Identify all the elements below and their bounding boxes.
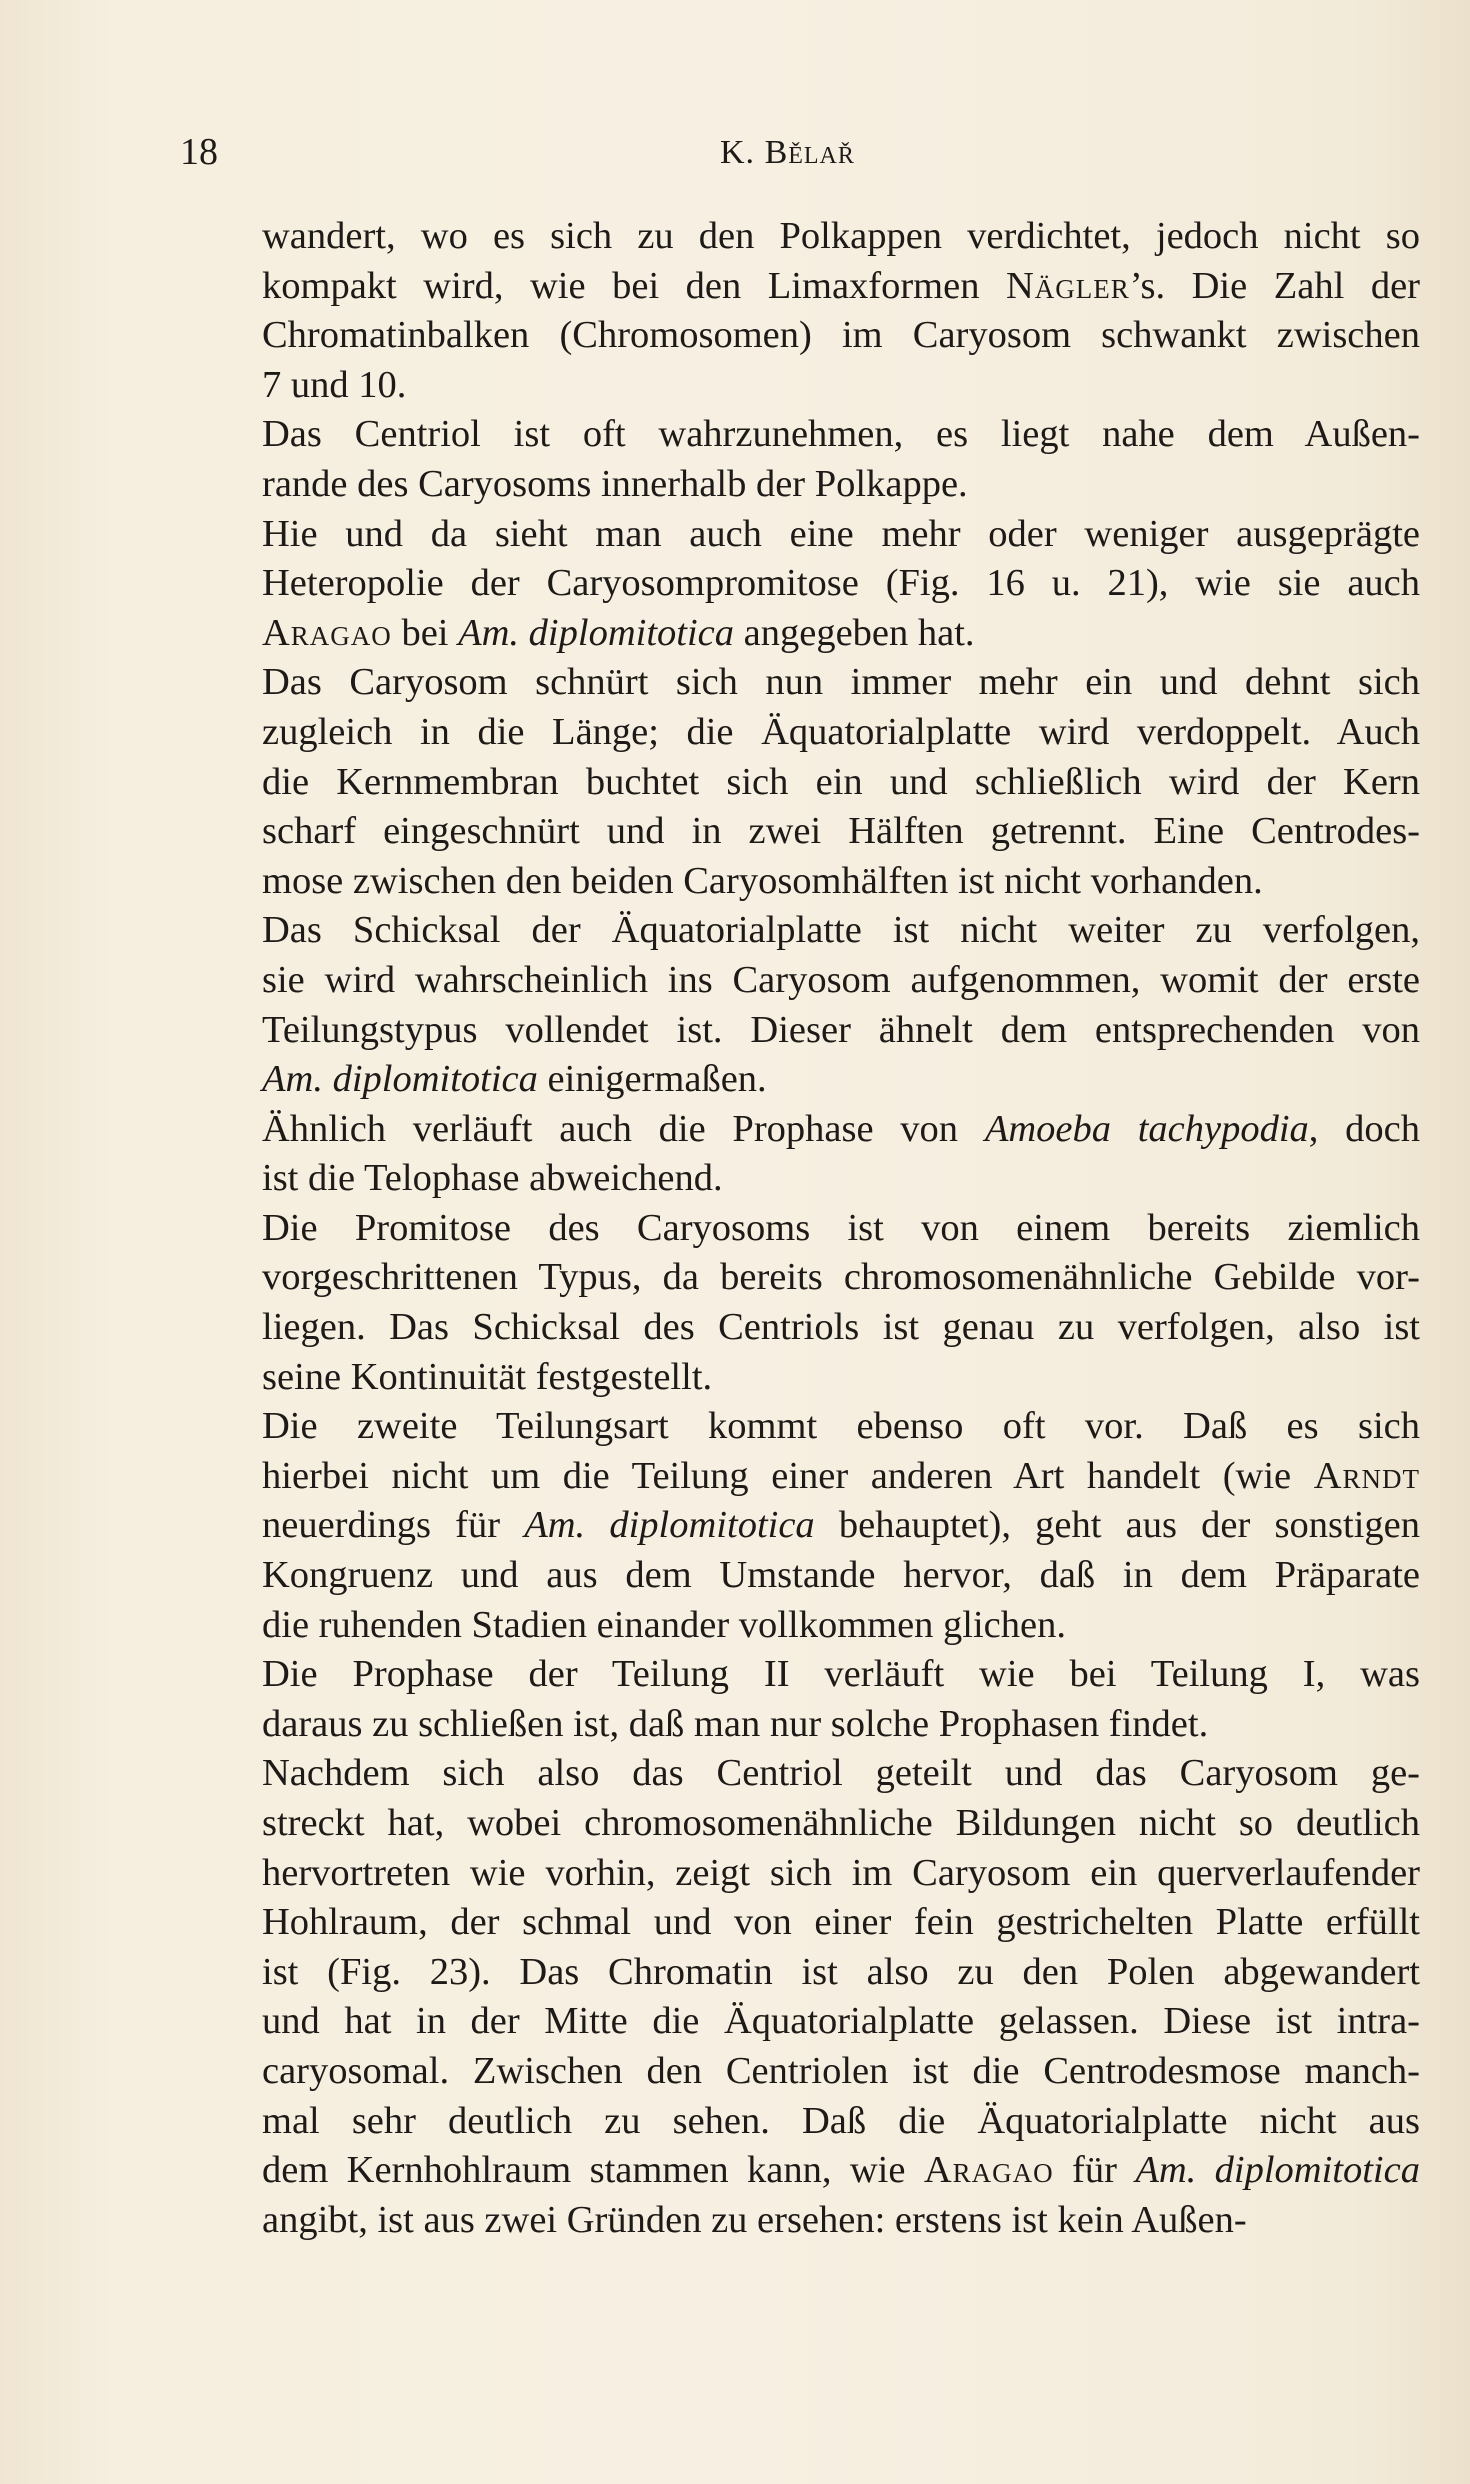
italic-term: Am. diplomitotica xyxy=(262,1058,538,1101)
text-run: angegeben hat. xyxy=(734,611,975,654)
body-text xyxy=(180,212,1420,2245)
text-run: Ähnlich verläuft auch die Prophase von xyxy=(262,1107,985,1150)
text-line xyxy=(180,1105,1420,1155)
text-run: die Kernmembran buchtet sich ein und schließlich wird der Kern xyxy=(262,760,1420,803)
text-line xyxy=(180,708,1420,758)
text-line xyxy=(180,1948,1420,1998)
text-run: 7 und 10. xyxy=(262,363,407,406)
text-line xyxy=(180,1849,1420,1899)
text-run: Heteropolie der Caryosompromitose (Fig. 16 u. 21), wie sie auch xyxy=(262,562,1420,605)
text-line xyxy=(180,262,1420,312)
text-run: Kongruenz und aus dem Umstande hervor, daß in dem Präparate xyxy=(262,1554,1420,1597)
text-run: ist (Fig. 23). Das Chromatin ist also zu den Polen abgewandert xyxy=(262,1950,1420,1993)
paragraph-p8 xyxy=(180,1402,1420,1650)
text-line xyxy=(180,1501,1420,1551)
paragraph-p9 xyxy=(180,1650,1420,1749)
text-run: Das Centriol ist oft wahrzunehmen, es liegt nahe dem Außen- xyxy=(262,413,1420,456)
text-line xyxy=(180,410,1420,460)
text-run: sie wird wahrscheinlich ins Caryosom aufgenommen, womit der erste xyxy=(262,958,1420,1001)
paragraph-p5 xyxy=(180,906,1420,1104)
page-number: 18 xyxy=(180,131,218,173)
text-run: caryosomal. Zwischen den Centriolen ist die Centrodesmose manch- xyxy=(262,2049,1420,2092)
paragraph-p3 xyxy=(180,510,1420,659)
text-line xyxy=(180,1006,1420,1056)
text-run: Hohlraum, der schmal und von einer fein gestrichelten Platte erfüllt xyxy=(262,1901,1420,1944)
text-run: Das Caryosom schnürt sich nun immer mehr ein und dehnt sich xyxy=(262,661,1420,704)
italic-term: Am. diplomitotica xyxy=(1135,2149,1420,2192)
text-run: behauptet), geht aus der sonstigen xyxy=(814,1504,1420,1547)
text-line xyxy=(180,1601,1420,1651)
author-name: Nägler xyxy=(1006,264,1130,307)
text-line xyxy=(180,1303,1420,1353)
text-line xyxy=(180,510,1420,560)
text-line xyxy=(180,1997,1420,2047)
text-run: hervortreten wie vorhin, zeigt sich im Caryosom ein querverlaufender xyxy=(262,1851,1420,1894)
text-line xyxy=(180,1253,1420,1303)
text-run: wandert, wo es sich zu den Polkappen verdichtet, jedoch nicht so xyxy=(262,215,1420,257)
text-run: Die Promitose des Caryosoms ist von einem bereits ziemlich xyxy=(262,1206,1420,1249)
text-run: Chromatinbalken (Chromosomen) im Caryosom schwankt zwischen xyxy=(262,314,1420,357)
text-run: mose zwischen den beiden Caryosomhälften ist nicht vorhanden. xyxy=(262,859,1263,902)
text-line xyxy=(180,1799,1420,1849)
text-line xyxy=(180,658,1420,708)
text-line xyxy=(180,1749,1420,1799)
text-line xyxy=(180,2146,1420,2196)
text-line xyxy=(180,758,1420,808)
text-run: vorgeschrittenen Typus, da bereits chromosomenähnliche Gebilde vor- xyxy=(262,1256,1420,1299)
italic-term: Amoeba tachypodia xyxy=(984,1107,1309,1150)
text-run: seine Kontinuität festgestellt. xyxy=(262,1355,713,1398)
author-name: Aragao xyxy=(923,2149,1054,2192)
text-run: rande des Caryosoms innerhalb der Polkappe. xyxy=(262,462,968,505)
paragraph-p6 xyxy=(180,1105,1420,1204)
running-head-initial: K. xyxy=(720,134,765,171)
text-run: die ruhenden Stadien einander vollkommen glichen. xyxy=(262,1603,1066,1646)
author-name: Aragao xyxy=(262,611,392,654)
text-run: Das Schicksal der Äquatorialplatte ist nicht weiter zu verfolgen, xyxy=(262,909,1420,952)
text-line xyxy=(180,2097,1420,2147)
text-run: , doch xyxy=(1308,1107,1421,1150)
text-run: liegen. Das Schicksal des Centriols ist genau zu verfolgen, also ist xyxy=(262,1306,1420,1349)
text-line xyxy=(180,2047,1420,2097)
text-line xyxy=(180,1898,1420,1948)
text-run: Teilungstypus vollendet ist. Dieser ähnelt dem entsprechenden von xyxy=(262,1008,1420,1051)
running-head xyxy=(720,134,855,172)
text-line xyxy=(180,857,1420,907)
text-line xyxy=(180,460,1420,510)
text-line xyxy=(180,807,1420,857)
text-run: zugleich in die Länge; die Äquatorialplatte wird verdoppelt. Auch xyxy=(262,710,1420,753)
paragraph-p7 xyxy=(180,1204,1420,1402)
text-line xyxy=(180,1055,1420,1105)
text-line xyxy=(180,1650,1420,1700)
text-run: ’s. Die Zahl der xyxy=(1129,264,1420,307)
text-line xyxy=(180,1204,1420,1254)
text-line xyxy=(180,559,1420,609)
text-line xyxy=(180,311,1420,361)
paragraph-p2 xyxy=(180,410,1420,509)
text-line xyxy=(180,212,1420,262)
text-run: neuerdings für xyxy=(262,1504,525,1547)
text-line xyxy=(180,956,1420,1006)
text-run: mal sehr deutlich zu sehen. Daß die Äquatorialplatte nicht aus xyxy=(262,2099,1420,2142)
text-run: Nachdem sich also das Centriol geteilt und das Caryosom ge- xyxy=(262,1752,1420,1795)
text-run: Die Prophase der Teilung II verläuft wie bei Teilung I, was xyxy=(262,1653,1420,1696)
text-run: bei xyxy=(391,611,459,654)
paragraph-p10 xyxy=(180,1749,1420,2245)
text-line xyxy=(180,361,1420,411)
running-head-author: Bělař xyxy=(764,134,855,171)
text-line xyxy=(180,1452,1420,1502)
text-line xyxy=(180,1154,1420,1204)
text-run: dem Kernhohlraum stammen kann, wie xyxy=(262,2149,924,2192)
author-name: Arndt xyxy=(1313,1454,1420,1497)
text-run: hierbei nicht um die Teilung einer anderen Art handelt (wie xyxy=(262,1454,1314,1497)
text-run: ist die Telophase abweichend. xyxy=(262,1157,723,1200)
text-run: Die zweite Teilungsart kommt ebenso oft vor. Daß es sich xyxy=(262,1405,1420,1448)
page-header xyxy=(180,130,1420,180)
text-line xyxy=(180,2196,1420,2246)
text-line xyxy=(180,1402,1420,1452)
text-run: Hie und da sieht man auch eine mehr oder weniger ausgeprägte xyxy=(262,512,1420,555)
text-line xyxy=(180,906,1420,956)
paragraph-p4 xyxy=(180,658,1420,906)
italic-term: Am. diplomitotica xyxy=(524,1504,815,1547)
text-line xyxy=(180,1551,1420,1601)
italic-term: Am. diplomitotica xyxy=(458,611,735,654)
text-run: kompakt wird, wie bei den Limaxformen xyxy=(262,264,1006,307)
text-run: einigermaßen. xyxy=(537,1058,767,1101)
text-run: und hat in der Mitte die Äquatorialplatte gelassen. Diese ist intra- xyxy=(262,2000,1420,2043)
text-run: angibt, ist aus zwei Gründen zu ersehen: erstens ist kein Außen- xyxy=(262,2198,1247,2241)
text-line xyxy=(180,1353,1420,1403)
text-line xyxy=(180,609,1420,659)
text-run: für xyxy=(1053,2149,1136,2192)
text-run: streckt hat, wobei chromosomenähnliche Bildungen nicht so deutlich xyxy=(262,1802,1420,1844)
text-run: scharf eingeschnürt und in zwei Hälften getrennt. Eine Centrodes- xyxy=(262,810,1420,853)
paragraph-p1 xyxy=(180,212,1420,410)
text-line xyxy=(180,1700,1420,1750)
text-run: daraus zu schließen ist, daß man nur solche Prophasen findet. xyxy=(262,1702,1209,1745)
